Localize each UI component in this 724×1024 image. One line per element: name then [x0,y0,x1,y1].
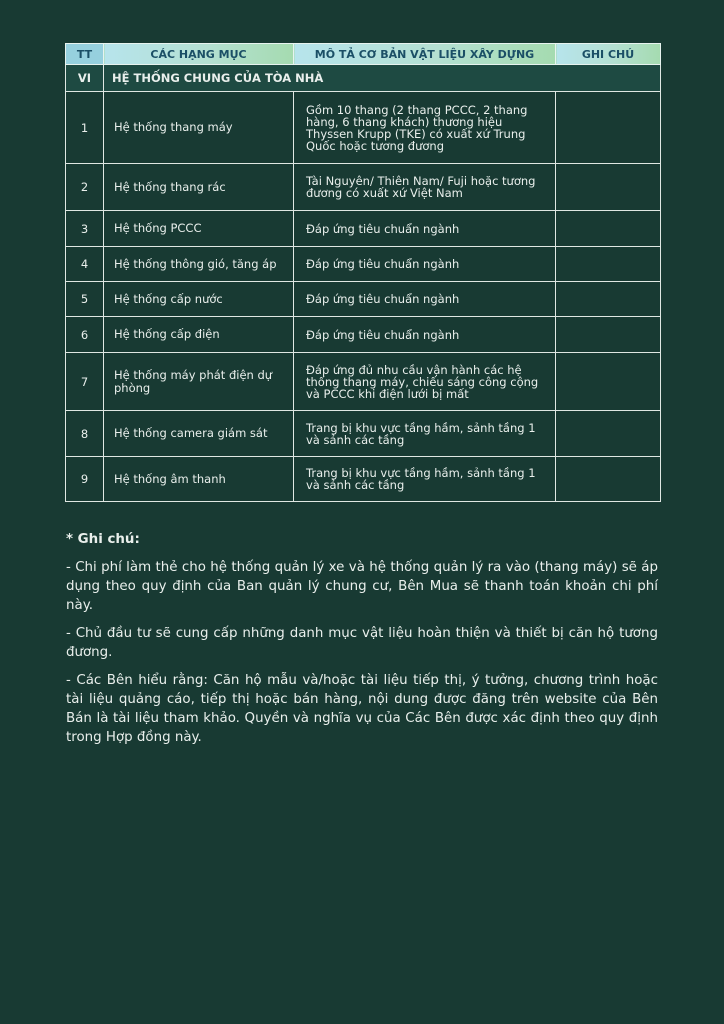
row-tt: 1 [66,92,104,164]
header-item: CÁC HẠNG MỤC [104,44,294,65]
table-row [66,92,661,164]
row-tt: 5 [66,282,104,317]
table-row [66,247,661,282]
row-note [556,247,661,282]
section-tt: VI [66,65,104,92]
table-row [66,211,661,247]
row-name: Hệ thống thang máy [104,92,294,164]
table-row [66,282,661,317]
row-desc: Đáp ứng tiêu chuẩn ngành [294,211,556,247]
row-name: Hệ thống thang rác [104,164,294,211]
row-desc: Tài Nguyên/ Thiên Nam/ Fuji hoặc tương đương có xuất xứ Việt Nam [294,164,556,211]
building-systems-table [65,43,661,502]
row-name: Hệ thống máy phát điện dự phòng [104,353,294,411]
row-name: Hệ thống camera giám sát [104,411,294,457]
table-row [66,411,661,457]
row-desc: Đáp ứng tiêu chuẩn ngành [294,282,556,317]
row-desc: Trang bị khu vực tầng hầm, sảnh tầng 1 và sảnh các tầng [294,411,556,457]
row-note [556,282,661,317]
row-tt: 7 [66,353,104,411]
row-tt: 9 [66,457,104,502]
row-note [556,411,661,457]
row-name: Hệ thống cấp nước [104,282,294,317]
section-title: HỆ THỐNG CHUNG CỦA TÒA NHÀ [104,65,661,92]
row-tt: 2 [66,164,104,211]
row-name: Hệ thống âm thanh [104,457,294,502]
row-note [556,164,661,211]
header-desc: MÔ TẢ CƠ BẢN VẬT LIỆU XÂY DỰNG [294,44,556,65]
row-note [556,211,661,247]
table-row [66,353,661,411]
note-paragraph: - Chi phí làm thẻ cho hệ thống quản lý xe và hệ thống quản lý ra vào (thang máy) sẽ áp dụng theo quy định của Ban quản lý chung cư, Bên Mua sẽ thanh toán khoản chi phí này. [66,560,658,613]
row-desc: Gồm 10 thang (2 thang PCCC, 2 thang hàng, 6 thang khách) thương hiệu Thyssen Krupp (TKE) có xuất xứ Trung Quốc hoặc tương đương [294,92,556,164]
notes-section [66,530,658,756]
row-note [556,457,661,502]
header-note: GHI CHÚ [556,44,661,65]
row-note [556,92,661,164]
table-header [66,44,661,65]
row-desc: Trang bị khu vực tầng hầm, sảnh tầng 1 và sảnh các tầng [294,457,556,502]
row-note [556,317,661,353]
row-tt: 8 [66,411,104,457]
table-row [66,164,661,211]
header-tt: TT [66,44,104,65]
row-desc: Đáp ứng tiêu chuẩn ngành [294,317,556,353]
row-desc: Đáp ứng tiêu chuẩn ngành [294,247,556,282]
notes-heading: * Ghi chú: [66,532,140,547]
table-row [66,457,661,502]
section-row [66,65,661,92]
row-tt: 6 [66,317,104,353]
row-name: Hệ thống cấp điện [104,317,294,353]
row-desc: Đáp ứng đủ nhu cầu vận hành các hệ thống thang máy, chiếu sáng công cộng và PCCC khi điện lưới bị mất [294,353,556,411]
row-name: Hệ thống PCCC [104,211,294,247]
row-name: Hệ thống thông gió, tăng áp [104,247,294,282]
row-note [556,353,661,411]
note-paragraph: - Các Bên hiểu rằng: Căn hộ mẫu và/hoặc tài liệu tiếp thị, ý tưởng, chương trình hoặc tài liệu quảng cáo, tiếp thị hoặc bán hàng, nội dung được đăng trên website của Bên Bán là tài liệu tham khảo. Quyền và nghĩa vụ của Các Bên được xác định theo quy định trong Hợp đồng này. [66,673,658,745]
table-row [66,317,661,353]
row-tt: 4 [66,247,104,282]
row-tt: 3 [66,211,104,247]
note-paragraph: - Chủ đầu tư sẽ cung cấp những danh mục vật liệu hoàn thiện và thiết bị căn hộ tương đương. [66,626,658,660]
